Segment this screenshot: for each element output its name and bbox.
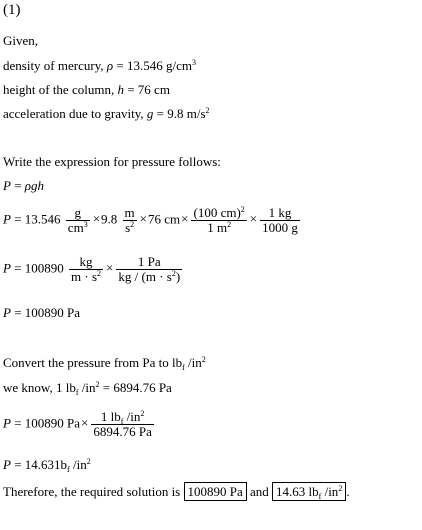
- step2-f1-num: kg: [69, 255, 103, 270]
- step4-times: ×: [81, 415, 89, 431]
- step5-line: $P = 14.631b_f$ $/in^2$: [3, 457, 91, 474]
- step2-f2-num: 1 Pa: [116, 255, 182, 270]
- step2-times: ×: [106, 260, 114, 276]
- height-symbol: h: [117, 82, 124, 97]
- step1-times-3: ×: [181, 211, 189, 227]
- answer-box-pascal: 100890 Pa: [184, 482, 247, 501]
- step2-lhs: P: [3, 260, 11, 276]
- density-symbol: ρ: [106, 58, 114, 73]
- step3-lhs: P: [3, 305, 11, 320]
- conclusion-text: Therefore, the required solution is: [3, 484, 181, 499]
- formula-rhs: ρgh: [24, 178, 45, 193]
- know-value: 6894.76 Pa: [113, 380, 172, 395]
- step2-f2-den: kg / $(m \cdot s^2)$: [118, 269, 181, 284]
- step5-lhs: P: [3, 457, 11, 472]
- density-line: [3, 58, 196, 73]
- step4-lhs: P: [3, 415, 11, 431]
- step1-f4-den: 1000 g: [262, 220, 298, 235]
- step1-value2: 9.8: [101, 211, 118, 227]
- convert-line: Convert the pressure from Pa to $lb_f$ $/in^2$: [3, 355, 206, 372]
- step1-eq: =: [10, 211, 25, 227]
- step1-f4-num: 1 kg: [260, 206, 300, 221]
- step2-eq: =: [10, 260, 25, 276]
- step2-fraction-units: [69, 255, 103, 284]
- step1-f2-num: m: [124, 205, 135, 220]
- step1-fraction-density: [66, 206, 90, 235]
- step2-f1-den: $m \cdot s^2$: [71, 269, 102, 284]
- height-line: [3, 82, 170, 97]
- step1-f1-num: g: [66, 206, 90, 221]
- conclusion-period: .: [346, 484, 350, 499]
- conclusion-line: [3, 484, 350, 499]
- step4-fraction-conversion: [91, 410, 154, 439]
- step1-line: [3, 206, 302, 235]
- step1-times-2: ×: [139, 211, 147, 227]
- density-value: 13.546 g/cm: [126, 58, 192, 73]
- density-eq: =: [113, 58, 127, 73]
- step1-fraction-mass: [260, 206, 300, 235]
- step1-fraction-length: [191, 206, 246, 235]
- height-eq: =: [123, 82, 138, 97]
- step4-eq: =: [10, 415, 25, 431]
- step1-f1-den: $cm^3$: [67, 220, 88, 235]
- part-label: (1): [3, 2, 21, 18]
- step1-f3-den: 1 $m^2$: [207, 220, 232, 235]
- density-text: density of mercury,: [3, 58, 104, 73]
- formula-line: [3, 178, 44, 193]
- step1-value1: 13.546: [24, 211, 61, 227]
- step1-times-4: ×: [249, 211, 258, 227]
- gravity-value: 9.8 m/s: [167, 106, 206, 121]
- formula-eq: =: [10, 178, 25, 193]
- height-text: height of the column,: [3, 82, 115, 97]
- gravity-eq: =: [153, 106, 168, 121]
- step2-line: [3, 255, 184, 284]
- density-exponent: 3: [191, 58, 196, 67]
- answer-box-psi: 14.63 $lb_f$ $/in^2$: [272, 482, 346, 501]
- step1-f2-den: $s^2$: [125, 220, 135, 235]
- given-label: Given,: [3, 33, 39, 48]
- step1-fraction-gravity: [123, 206, 137, 235]
- gravity-line: [3, 106, 210, 121]
- conclusion-and: and: [250, 484, 269, 499]
- expression-intro: Write the expression for pressure follows:: [3, 154, 221, 169]
- step3-value: 100890 Pa: [24, 305, 81, 320]
- step4-value: 100890 Pa: [24, 415, 81, 431]
- step4-line: [3, 410, 156, 439]
- gravity-exponent: 2: [205, 106, 210, 115]
- step1-f3-num: (100 cm)$^2$: [193, 205, 245, 220]
- step1-times-1: ×: [92, 211, 101, 227]
- step5-eq: =: [10, 457, 25, 472]
- step2-fraction-pascal: [116, 255, 182, 284]
- step1-lhs: P: [3, 211, 11, 227]
- step3-eq: =: [10, 305, 25, 320]
- know-line: we know, 1 $lb_f$ $/in^2 = 6894.76$ Pa: [3, 380, 172, 397]
- height-value: 76 cm: [137, 82, 170, 97]
- step2-value: 100890: [24, 260, 64, 276]
- step4-num: 1 $lb_f$ $/in^2$: [91, 410, 154, 425]
- gravity-symbol: g: [146, 106, 154, 121]
- formula-lhs: P: [3, 178, 11, 193]
- step4-den: 6894.76 Pa: [93, 424, 152, 439]
- step3-line: [3, 305, 80, 320]
- gravity-text: acceleration due to gravity,: [3, 106, 144, 121]
- step1-value3: 76 cm: [148, 211, 181, 227]
